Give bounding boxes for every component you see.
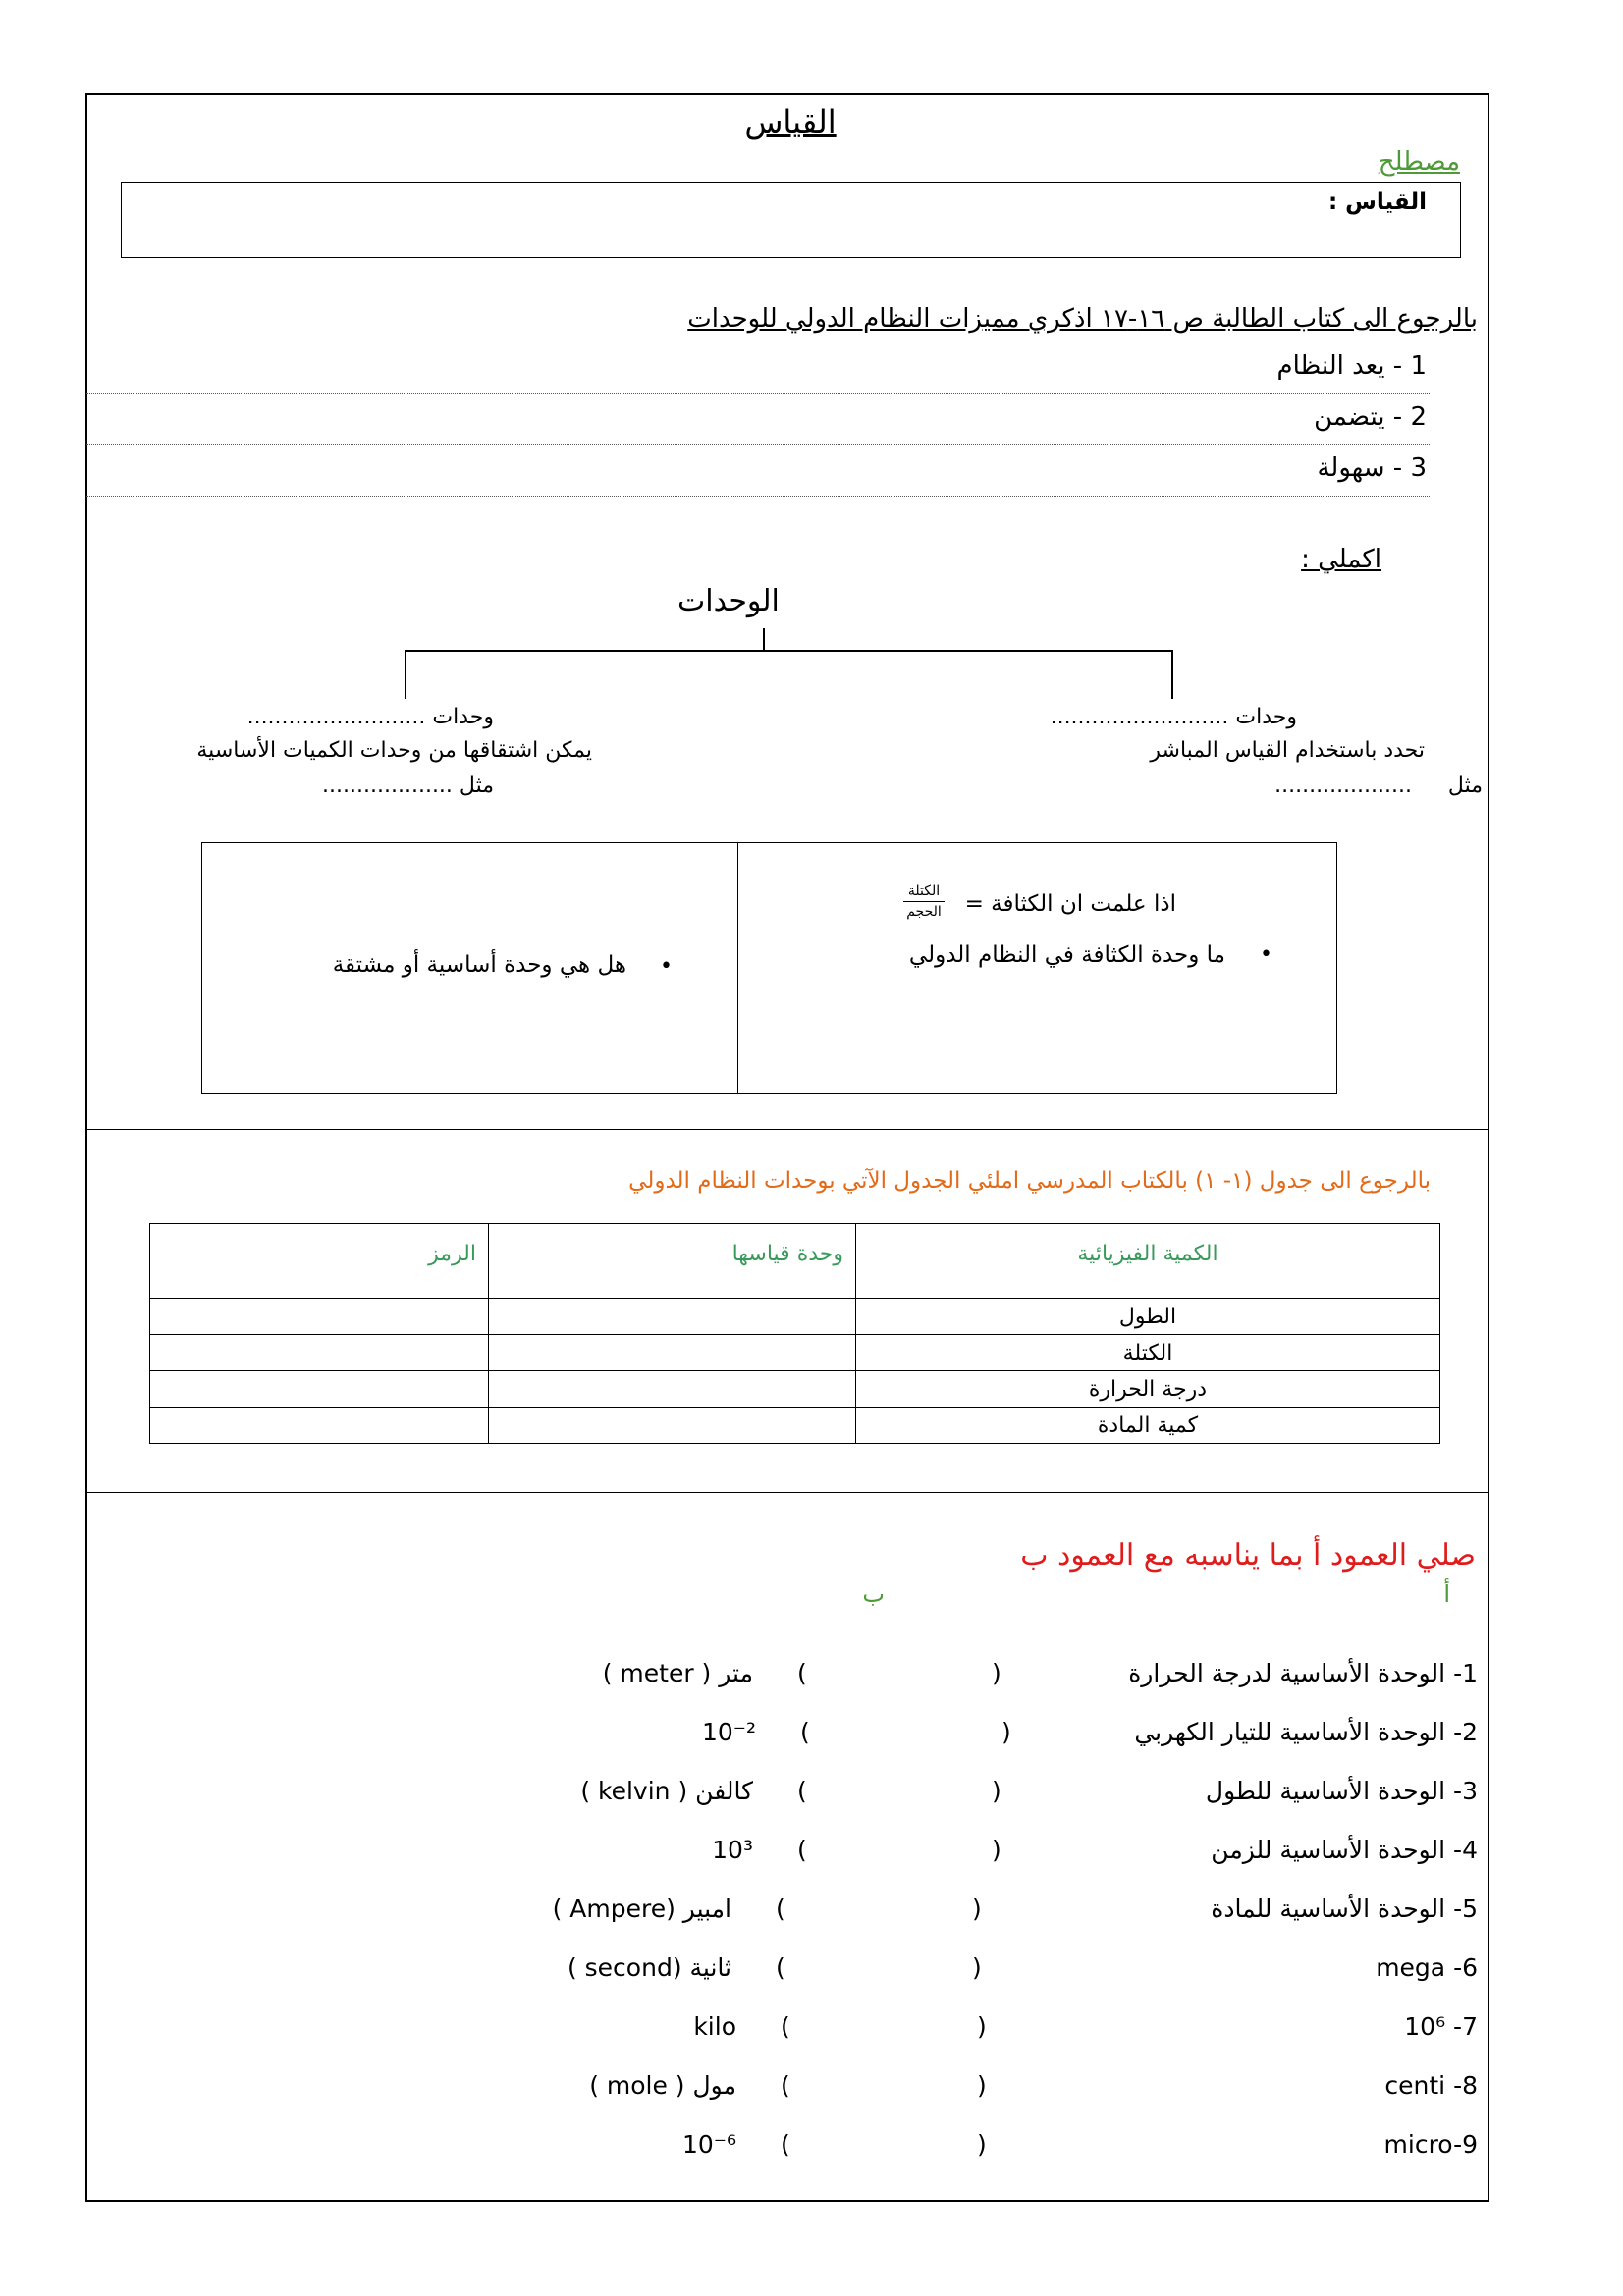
header-symbol: الرمز — [150, 1224, 489, 1299]
answer-blank[interactable] — [800, 2130, 967, 2163]
header-unit: وحدة قياسها — [489, 1224, 856, 1299]
si-units-table — [149, 1223, 1440, 1444]
column-a-item: 1- الوحدة الأساسية لدرجة الحرارة — [1128, 1659, 1478, 1687]
matching-heading: صلي العمود أ بما يناسبه مع العمود ب — [1020, 1538, 1476, 1573]
answer-blank[interactable] — [795, 1953, 962, 1987]
tree-root: الوحدات — [677, 584, 780, 618]
answer-paren-open: ) — [977, 2130, 987, 2159]
column-b-item: ( meter ) متر — [602, 1659, 753, 1687]
table-row — [150, 1371, 1440, 1408]
column-b-item: kilo — [693, 2012, 736, 2041]
answer-blank[interactable] — [800, 2012, 967, 2046]
complete-label: اكملي : — [1301, 545, 1381, 574]
cell-symbol[interactable] — [150, 1371, 489, 1408]
answer-paren-close: ( — [797, 1777, 807, 1805]
answer-paren-open: ) — [972, 1895, 982, 1923]
right-branch-line1: وحدات .......................... — [1050, 705, 1297, 729]
answer-paren-open: ) — [992, 1659, 1001, 1687]
column-b-item: ( mole ) مول — [589, 2071, 736, 2100]
answer-paren-close: ( — [797, 1836, 807, 1864]
column-a-item: 10⁶ -7 — [1404, 2012, 1478, 2041]
left-branch-line3: مثل ................... — [322, 774, 494, 798]
column-a-item: 5- الوحدة الأساسية للمادة — [1211, 1895, 1478, 1923]
right-branch-line2: تحدد باستخدام القياس المباشر — [1150, 738, 1425, 763]
section-divider-1 — [86, 1129, 1488, 1130]
term-label: مصطلح — [1378, 147, 1460, 177]
density-box-divider — [737, 842, 738, 1094]
density-fraction — [903, 881, 945, 922]
cell-quantity: الكتلة — [856, 1335, 1440, 1371]
term-prompt: القياس : — [1327, 189, 1427, 215]
answer-blank[interactable] — [817, 1836, 982, 1869]
feature-item-3: 3 - سهولة — [1317, 454, 1427, 483]
density-question-2: هل هي وحدة أساسية أو مشتقة — [332, 952, 626, 978]
bullet-1: • — [1260, 942, 1272, 967]
header-quantity: الكمية الفيزيائية — [856, 1224, 1440, 1299]
answer-paren-open: ) — [1001, 1718, 1011, 1746]
fraction-numerator: الكتلة — [903, 881, 945, 902]
cell-unit[interactable] — [489, 1299, 856, 1335]
cell-symbol[interactable] — [150, 1335, 489, 1371]
answer-blank[interactable] — [795, 1895, 962, 1928]
answer-paren-open: ) — [977, 2012, 987, 2041]
column-b-item: 10⁻⁶ — [681, 2130, 736, 2159]
tree-connector — [0, 0, 1623, 746]
cell-quantity: الطول — [856, 1299, 1440, 1335]
table-row — [150, 1335, 1440, 1371]
answer-paren-close: ( — [781, 2012, 790, 2041]
table-header-row — [150, 1224, 1440, 1299]
cell-quantity: درجة الحرارة — [856, 1371, 1440, 1408]
page-title: القياس — [744, 103, 837, 140]
column-a-item: micro-9 — [1383, 2130, 1478, 2159]
density-intro: اذا علمت ان الكثافة = — [964, 891, 1176, 917]
feature-item-2: 2 - يتضمن — [1314, 402, 1427, 432]
cell-symbol[interactable] — [150, 1299, 489, 1335]
left-branch-line2: يمكن اشتقاقها من وحدات الكميات الأساسية — [196, 738, 592, 763]
cell-quantity: كمية المادة — [856, 1408, 1440, 1444]
column-b-label: ب — [862, 1580, 885, 1608]
column-b-item: ( second) ثانية — [567, 1953, 731, 1982]
cell-symbol[interactable] — [150, 1408, 489, 1444]
column-a-item: mega -6 — [1376, 1953, 1478, 1982]
answer-blank[interactable] — [817, 1659, 982, 1692]
right-branch-example-dots: .................... — [1274, 774, 1412, 798]
answer-paren-open: ) — [992, 1777, 1001, 1805]
answer-paren-close: ( — [800, 1718, 810, 1746]
column-a-item: 3- الوحدة الأساسية للطول — [1205, 1777, 1478, 1805]
answer-paren-close: ( — [781, 2071, 790, 2100]
table-heading: بالرجوع الى جدول (١- ١) بالكتاب المدرسي املئي الجدول الآتي بوحدات النظام الدولي — [628, 1168, 1431, 1194]
features-heading: بالرجوع الى كتاب الطالبة ص ١٦-١٧ اذكري مميزات النظام الدولي للوحدات — [687, 304, 1478, 334]
answer-paren-open: ) — [992, 1836, 1001, 1864]
column-b-item: 10³ — [712, 1836, 753, 1864]
cell-unit[interactable] — [489, 1371, 856, 1408]
cell-unit[interactable] — [489, 1408, 856, 1444]
answer-paren-close: ( — [776, 1895, 785, 1923]
answer-paren-close: ( — [781, 2130, 790, 2159]
answer-paren-open: ) — [977, 2071, 987, 2100]
column-a-item: centi -8 — [1384, 2071, 1478, 2100]
table-row — [150, 1408, 1440, 1444]
answer-paren-close: ( — [776, 1953, 785, 1982]
column-b-item: 10⁻² — [701, 1718, 756, 1746]
answer-blank[interactable] — [800, 2071, 967, 2105]
density-question-1: ما وحدة الكثافة في النظام الدولي — [908, 942, 1225, 968]
answer-paren-open: ) — [972, 1953, 982, 1982]
answer-blank[interactable] — [817, 1777, 982, 1810]
left-branch-line1: وحدات .......................... — [246, 705, 494, 729]
column-b-item: ( kelvin ) كالفن — [580, 1777, 753, 1805]
feature-item-1: 1 - يعد النظام — [1276, 351, 1427, 381]
table-row — [150, 1299, 1440, 1335]
cell-unit[interactable] — [489, 1335, 856, 1371]
section-divider-2 — [86, 1492, 1488, 1493]
right-branch-example-label: مثل — [1447, 774, 1483, 798]
fraction-denominator: الحجم — [906, 904, 942, 920]
answer-paren-close: ( — [797, 1659, 807, 1687]
column-a-label: أ — [1443, 1580, 1450, 1608]
column-a-item: 2- الوحدة الأساسية للتيار الكهربي — [1134, 1718, 1478, 1746]
answer-blank[interactable] — [820, 1718, 992, 1751]
column-b-item: ( Ampere) امبير — [552, 1895, 731, 1923]
column-a-item: 4- الوحدة الأساسية للزمن — [1211, 1836, 1478, 1864]
bullet-2: • — [660, 954, 673, 979]
